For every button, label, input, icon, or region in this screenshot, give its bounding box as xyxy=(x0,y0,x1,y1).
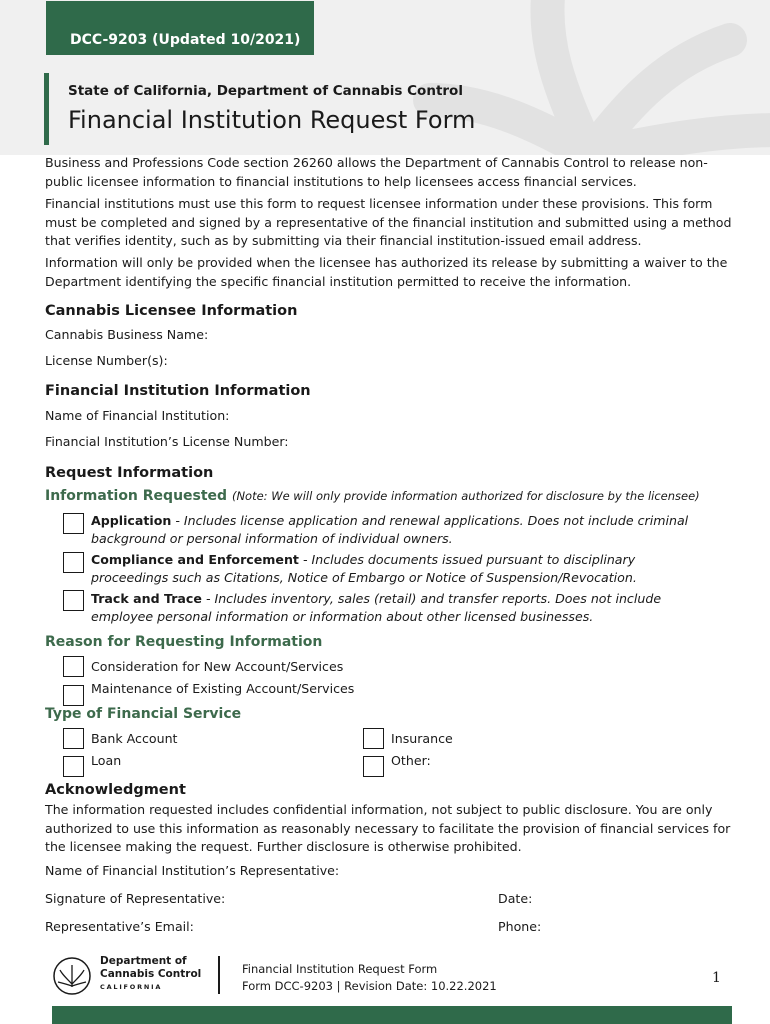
application-desc-2: background or personal information of individual owners. xyxy=(91,531,453,546)
existing-account-label: Maintenance of Existing Account/Services xyxy=(91,681,355,696)
track-trace-title: Track and Trace xyxy=(91,591,202,606)
track-trace-desc-1: - Includes inventory, sales (retail) and transfer reports. Does not include xyxy=(201,591,662,606)
loan-label: Loan xyxy=(91,753,122,768)
institution-license-label: Financial Institution’s License Number: xyxy=(45,434,289,449)
phone-label: Phone: xyxy=(498,919,542,934)
track-trace-desc-2: employee personal information or information about other licensed businesses. xyxy=(91,609,594,624)
licensee-section-heading: Cannabis Licensee Information xyxy=(45,303,298,319)
loan-checkbox[interactable] xyxy=(63,756,84,777)
logo-line-2: Cannabis Control xyxy=(100,968,202,980)
date-label: Date: xyxy=(498,891,533,906)
compliance-checkbox[interactable] xyxy=(63,552,84,573)
acknowledgment-text: The information requested includes confidential information, not subject to public disclosure. You are only authorized to use this information as reasonably necessary to facilitate the provision of financial services for the licensee making the request. Further disclosure is otherwise prohibited. xyxy=(45,802,731,854)
email-label: Representative’s Email: xyxy=(45,919,194,934)
logo-line-1: Department of xyxy=(100,955,187,967)
footer-form-info xyxy=(242,961,497,995)
application-option xyxy=(91,512,716,548)
institution-name-label: Name of Financial Institution: xyxy=(45,408,230,423)
other-label: Other: xyxy=(391,753,431,768)
compliance-title: Compliance and Enforcement xyxy=(91,552,299,567)
cannabis-leaf-logo-icon xyxy=(52,956,92,996)
info-requested-note: (Note: We will only provide information authorized for disclosure by the licensee) xyxy=(231,489,700,503)
page-number: 1 xyxy=(712,970,721,986)
compliance-option xyxy=(91,551,716,587)
application-desc-1: - Includes license application and renewal applications. Does not include criminal xyxy=(171,513,689,528)
new-account-label: Consideration for New Account/Services xyxy=(91,659,344,674)
intro-paragraph-2: Financial institutions must use this form to request licensee information under these provisions. This form must be completed and signed by a representative of the financial institution and submitted using a method that verifies identity, such as by submitting via their financial institution-issued email address. xyxy=(45,196,732,248)
info-requested-heading xyxy=(45,488,700,504)
page-title: Financial Institution Request Form xyxy=(68,106,476,134)
insurance-label: Insurance xyxy=(391,731,453,746)
bank-account-checkbox[interactable] xyxy=(63,728,84,749)
rep-name-label: Name of Financial Institution’s Representative: xyxy=(45,863,340,878)
acknowledgment-heading: Acknowledgment xyxy=(45,782,186,798)
application-title: Application xyxy=(91,513,172,528)
footer-form-revision: Form DCC-9203 | Revision Date: 10.22.2021 xyxy=(242,979,497,993)
service-type-heading: Type of Financial Service xyxy=(45,706,242,722)
footer-divider xyxy=(218,956,220,994)
new-account-checkbox[interactable] xyxy=(63,656,84,677)
header-accent-bar xyxy=(44,73,49,145)
compliance-desc-2: proceedings such as Citations, Notice of Embargo or Notice of Suspension/Revocation. xyxy=(91,570,637,585)
business-name-label: Cannabis Business Name: xyxy=(45,327,209,342)
track-trace-option xyxy=(91,590,716,626)
compliance-desc-1: - Includes documents issued pursuant to disciplinary xyxy=(298,552,636,567)
agency-name: State of California, Department of Cannabis Control xyxy=(68,83,463,99)
document-code: DCC-9203 (Updated 10/2021) xyxy=(70,32,301,48)
info-requested-label: Information Requested xyxy=(45,488,228,504)
bank-account-label: Bank Account xyxy=(91,731,178,746)
application-checkbox[interactable] xyxy=(63,513,84,534)
signature-label: Signature of Representative: xyxy=(45,891,226,906)
request-section-heading: Request Information xyxy=(45,465,214,481)
institution-section-heading: Financial Institution Information xyxy=(45,383,311,399)
insurance-checkbox[interactable] xyxy=(363,728,384,749)
footer-bar xyxy=(52,1006,732,1024)
reason-heading: Reason for Requesting Information xyxy=(45,634,323,650)
existing-account-checkbox[interactable] xyxy=(63,685,84,706)
intro-paragraph-1: Business and Professions Code section 26260 allows the Department of Cannabis Control to release non-public licensee information to financial institutions to help licensees access financial services. xyxy=(45,155,708,189)
track-trace-checkbox[interactable] xyxy=(63,590,84,611)
logo-line-3: CALIFORNIA xyxy=(100,983,163,991)
footer-form-name: Financial Institution Request Form xyxy=(242,962,438,976)
license-numbers-label: License Number(s): xyxy=(45,353,168,368)
other-checkbox[interactable] xyxy=(363,756,384,777)
document-code-tag xyxy=(46,1,314,55)
intro-paragraph-3: Information will only be provided when the licensee has authorized its release by submitting a waiver to the Department identifying the specific financial institution permitted to receive the information. xyxy=(45,255,728,289)
